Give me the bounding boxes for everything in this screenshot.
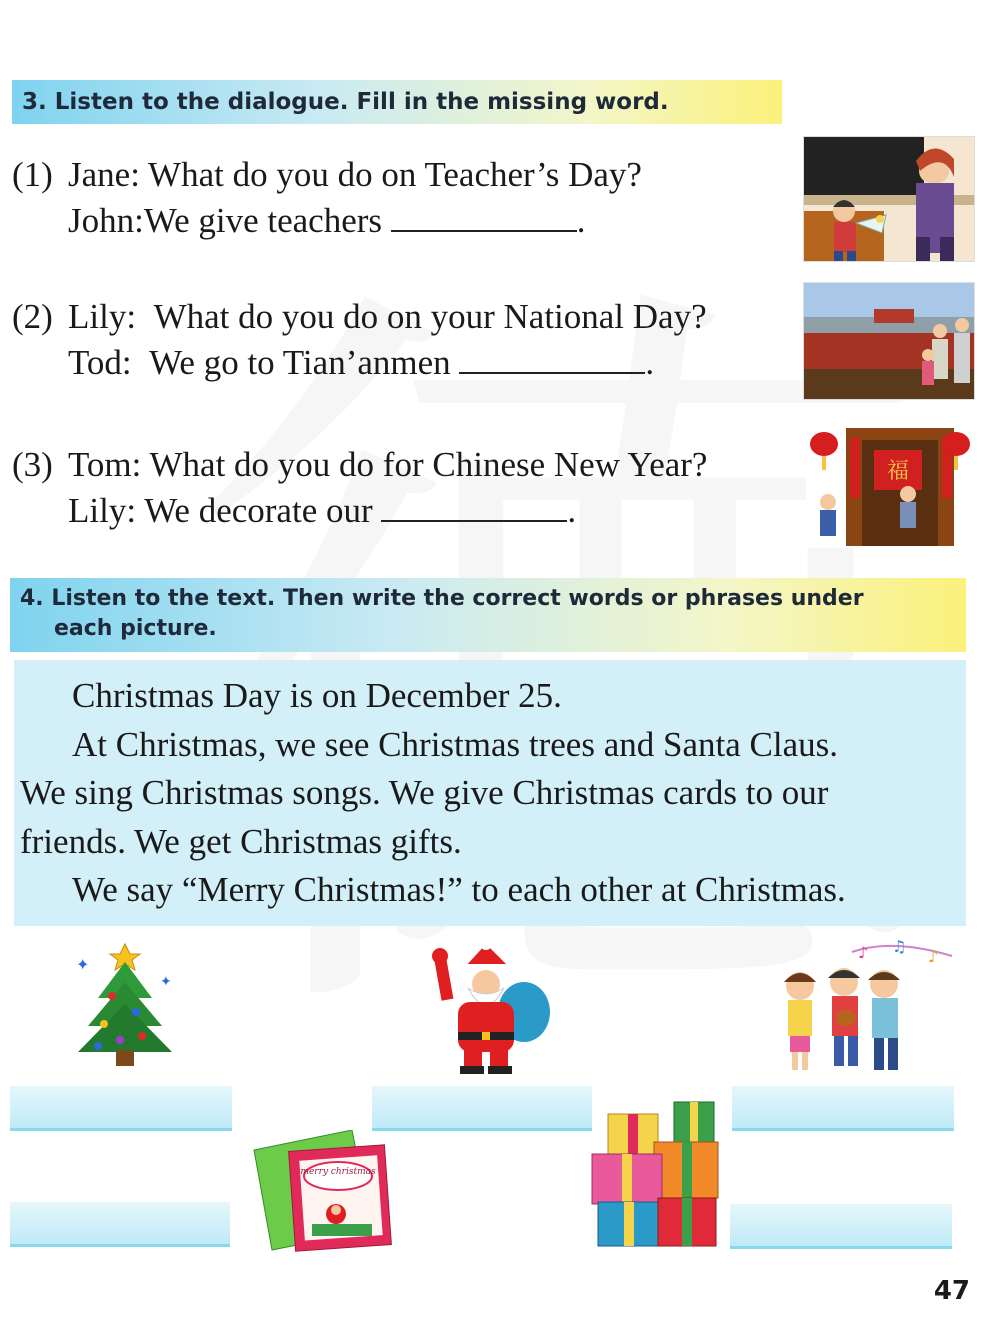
text-line: At Christmas, we see Christmas trees and Santa Claus.	[72, 724, 838, 764]
reading-text-box	[14, 660, 966, 926]
text-line: Christmas Day is on December 25.	[72, 676, 562, 715]
christmas-tree-illustration	[70, 940, 180, 1070]
svg-text:✦: ✦	[76, 955, 90, 974]
dialogue-number: (3)	[12, 445, 53, 484]
answer-blank[interactable]	[381, 490, 567, 522]
santa-claus-illustration	[424, 940, 554, 1076]
speaker: Lily:	[68, 491, 137, 530]
page-number: 47	[933, 1276, 970, 1306]
answer-box-gifts[interactable]	[730, 1204, 952, 1249]
christmas-gifts-illustration	[588, 1098, 728, 1250]
answer-blank[interactable]	[391, 200, 577, 232]
speaker: Tod:	[68, 343, 132, 382]
dialogue-1	[12, 152, 642, 244]
speaker: Tom:	[68, 445, 142, 484]
question: What do you do on your National Day?	[153, 297, 707, 336]
period: .	[576, 201, 586, 240]
text-line: We say “Merry Christmas!” to each other at Christmas.	[72, 870, 846, 909]
section-4-title-line-2: each picture.	[54, 616, 217, 641]
answer-blank[interactable]	[459, 342, 645, 374]
period: .	[567, 491, 577, 530]
dialogue-number: (1)	[12, 155, 53, 194]
speaker: Jane:	[68, 155, 140, 194]
period: .	[645, 343, 655, 382]
chinese-new-year-illustration	[806, 424, 974, 548]
svg-text:♪: ♪	[928, 947, 939, 966]
answer-box-christmas-card[interactable]	[10, 1202, 230, 1247]
section-3-title: 3. Listen to the dialogue. Fill in the missing word.	[22, 89, 669, 115]
card-greeting-text: merry christmas	[300, 1167, 376, 1177]
question: What do you do for Chinese New Year?	[149, 445, 708, 484]
dialogue-number: (2)	[12, 297, 53, 336]
section-3-heading	[12, 80, 782, 124]
svg-text:♫: ♫	[892, 938, 907, 956]
answer: We go to Tian’anmen	[149, 343, 451, 382]
question: What do you do on Teacher’s Day?	[148, 155, 642, 194]
answer: We give teachers	[143, 201, 383, 240]
answer: We decorate our	[144, 491, 373, 530]
text-line: We sing Christmas songs. We give Christmas cards to our	[20, 773, 829, 812]
dialogue-2	[12, 294, 707, 386]
speaker: John:	[68, 201, 144, 240]
section-4-title-line-1: 4. Listen to the text. Then write the correct words or phrases under	[20, 586, 864, 611]
speaker: Lily:	[68, 297, 137, 336]
answer-box-santa-claus[interactable]	[372, 1086, 592, 1131]
section-4-heading	[10, 578, 966, 652]
christmas-card-illustration	[252, 1130, 402, 1252]
text-line: friends. We get Christmas gifts.	[20, 821, 462, 861]
svg-text:♪: ♪	[858, 943, 869, 962]
answer-box-christmas-tree[interactable]	[10, 1086, 232, 1131]
singing-children-illustration	[772, 938, 956, 1076]
svg-text:福: 福	[886, 459, 910, 484]
svg-text:✦: ✦	[160, 974, 172, 990]
national-day-illustration	[803, 282, 975, 400]
teachers-day-illustration	[803, 136, 975, 262]
answer-box-singing[interactable]	[732, 1086, 954, 1131]
dialogue-3	[12, 442, 707, 534]
